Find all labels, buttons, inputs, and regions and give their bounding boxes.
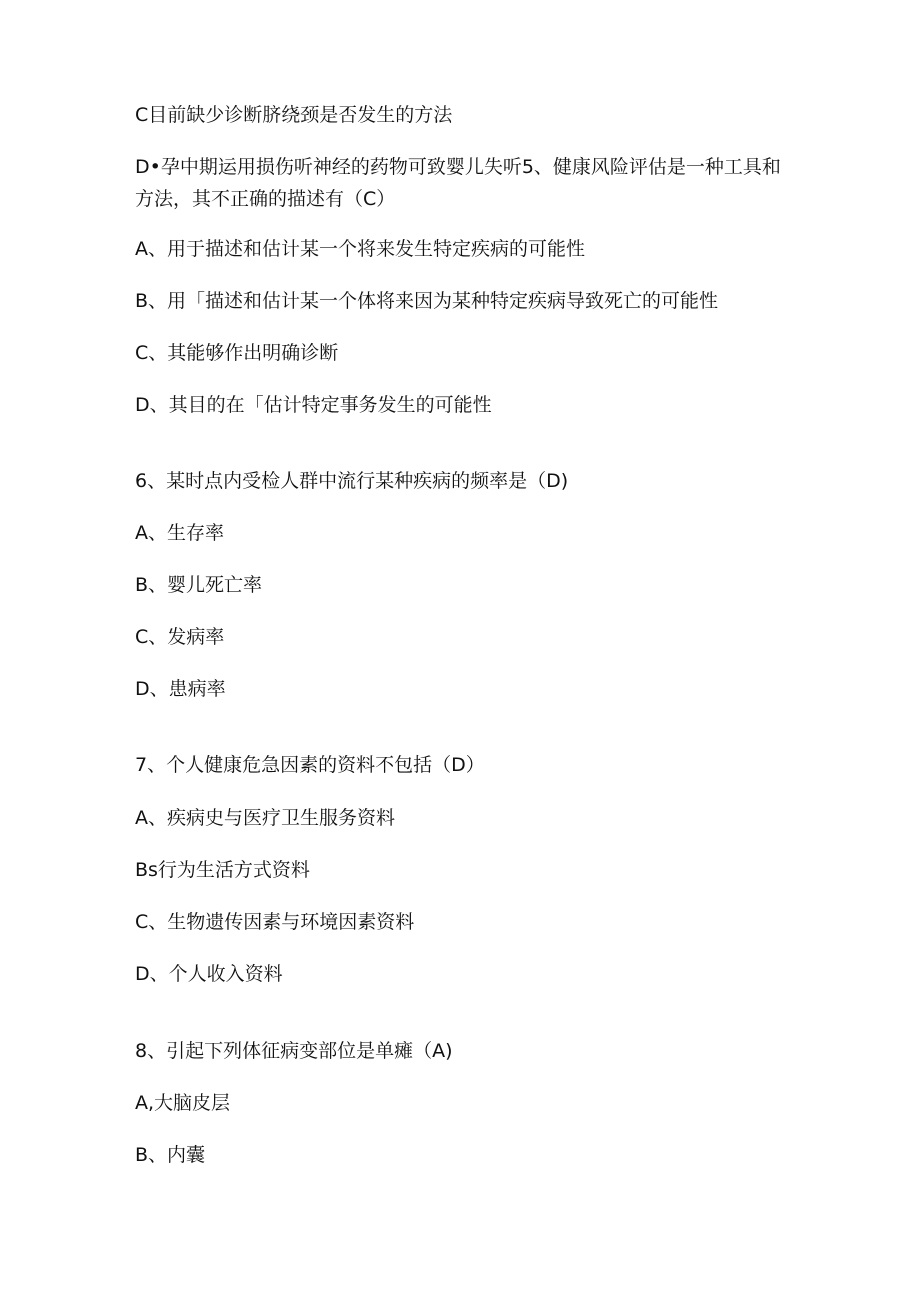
option-line: A、疾病史与医疗卫生服务资料 [135, 807, 395, 829]
option-line: Bs行为生活方式资料 [135, 859, 310, 881]
question-line: 8、引起下列体征病变部位是单瘫（A) [135, 1040, 453, 1062]
option-line: A、用于描述和估计某一个将来发生特定疾病的可能性 [135, 238, 585, 260]
option-line: B、婴儿死亡率 [135, 574, 263, 596]
text-line: C目前缺少诊断脐绕颈是否发生的方法 [135, 104, 453, 126]
option-line: C、发病率 [135, 626, 225, 648]
question-line: 6、某时点内受检人群中流行某种疾病的频率是（D) [135, 470, 569, 492]
option-line: D、其目的在「估计特定事务发生的可能性 [135, 394, 492, 416]
option-line: C、生物遗传因素与环境因素资料 [135, 911, 415, 933]
option-line: A、生存率 [135, 522, 224, 544]
option-line: D、患病率 [135, 678, 226, 700]
option-line: A,大脑皮层 [135, 1092, 231, 1114]
text-line: D•孕中期运用损伤听神经的药物可致婴儿失听5、健康风险评估是一种工具和方法，其不正确的描述有（C） [135, 156, 781, 210]
option-line: D、个人收入资料 [135, 963, 283, 985]
option-line: B、内囊 [135, 1144, 206, 1166]
option-line: C、其能够作出明确诊断 [135, 342, 339, 364]
option-line: B、用「描述和估计某一个体将来因为某种特定疾病导致死亡的可能性 [135, 290, 719, 312]
question-line: 7、个人健康危急因素的资料不包括（D） [135, 754, 485, 776]
